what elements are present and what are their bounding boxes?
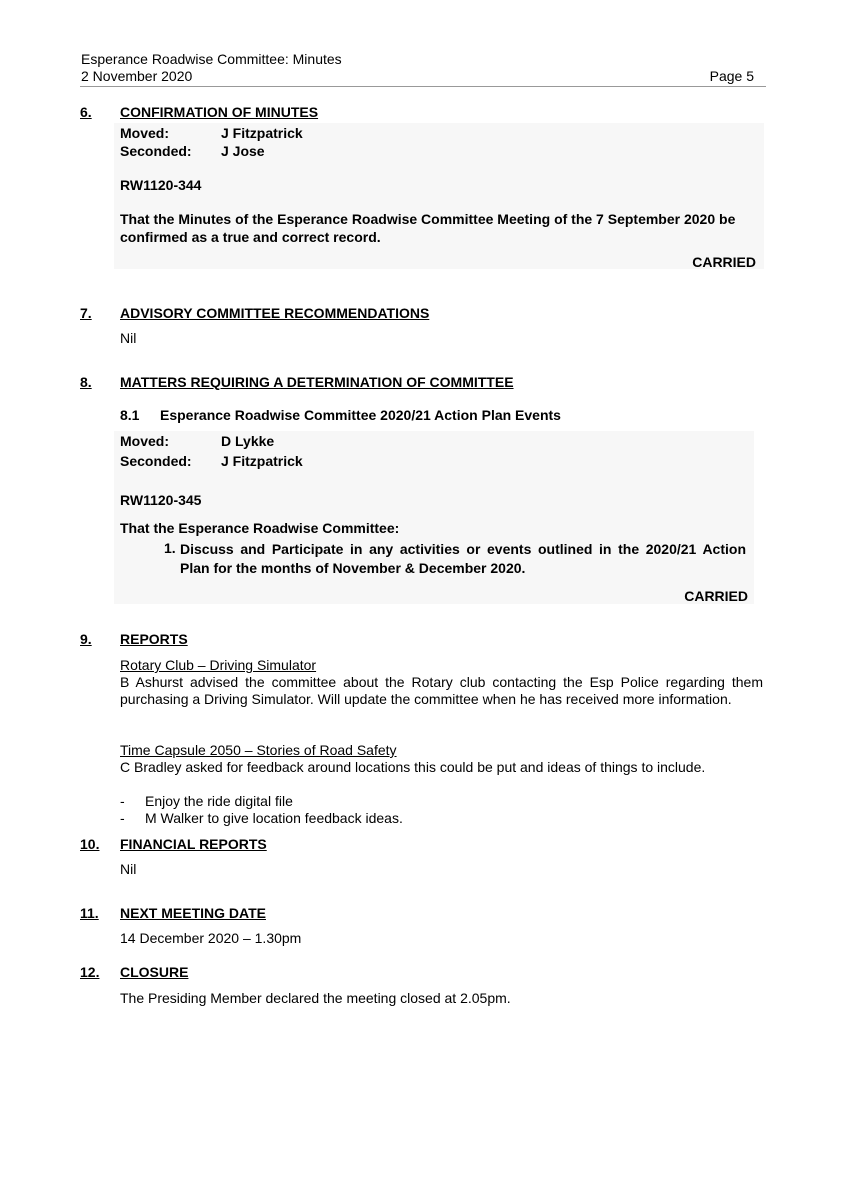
moved-label: Moved: [120,125,169,141]
section-6-resolution-box [114,123,764,269]
section-6-seconded [120,143,265,159]
section-8-point-number: 1. [164,540,176,556]
document-title: Esperance Roadwise Committee: Minutes [81,51,342,67]
section-6-resolution-text: That the Minutes of the Esperance Roadwise Committee Meeting of the 7 September 2020 be confirmed as a true and correct record. [120,211,736,245]
section-8-title: MATTERS REQUIRING A DETERMINATION OF COMMITTEE [120,374,514,390]
section-6-status: CARRIED [692,254,756,270]
section-6-moved [120,125,303,141]
report-1-title: Rotary Club – Driving Simulator [120,657,317,673]
section-8-point-text: Discuss and Participate in any activities or events outlined in the 2020/21 Action Plan for the months of November & December 2020. [180,541,746,576]
list-item-text: Enjoy the ride digital file [145,793,293,809]
list-item [120,793,293,810]
section-8-intro: That the Esperance Roadwise Committee: [120,520,400,536]
seconded-label: Seconded: [120,453,192,469]
section-11-number: 11. [80,905,99,921]
section-10-body: Nil [120,861,137,877]
section-6-reference: RW1120-344 [120,177,202,193]
section-7-number: 7. [80,305,92,321]
section-6-title: CONFIRMATION OF MINUTES [120,104,319,120]
section-6-number: 6. [80,104,92,120]
section-8-resolution-box [114,431,754,604]
section-12-number: 12. [80,964,100,980]
item-8-1-title: Esperance Roadwise Committee 2020/21 Action Plan Events [160,407,561,423]
page-number: Page 5 [709,68,754,84]
section-8-moved [120,433,274,449]
seconded-value: J Jose [221,143,265,159]
section-12-body: The Presiding Member declared the meeting closed at 2.05pm. [120,990,511,1006]
section-11-title: NEXT MEETING DATE [120,905,266,921]
section-9-number: 9. [80,631,92,647]
seconded-label: Seconded: [120,143,192,159]
document-date: 2 November 2020 [81,68,193,84]
bullet-dash: - [120,810,125,826]
moved-value: J Fitzpatrick [221,125,303,141]
item-8-1-number: 8.1 [120,407,140,423]
section-8-number: 8. [80,374,92,390]
report-2-body: C Bradley asked for feedback around locations this could be put and ideas of things to include. [120,759,706,775]
section-9-title: REPORTS [120,631,188,647]
bullet-dash: - [120,793,125,809]
moved-label: Moved: [120,433,169,449]
seconded-value: J Fitzpatrick [221,453,303,469]
section-10-title: FINANCIAL REPORTS [120,836,267,852]
list-item [120,810,403,827]
section-11-body: 14 December 2020 – 1.30pm [120,930,302,946]
section-7-body: Nil [120,330,137,346]
section-8-seconded [120,453,303,469]
section-8-status: CARRIED [684,588,748,604]
section-7-title: ADVISORY COMMITTEE RECOMMENDATIONS [120,305,430,321]
section-10-number: 10. [80,836,100,852]
list-item-text: M Walker to give location feedback ideas. [145,810,403,826]
header-divider [80,86,766,87]
section-8-reference: RW1120-345 [120,492,202,508]
report-2-title: Time Capsule 2050 – Stories of Road Safety [120,742,397,758]
report-1-body: B Ashurst advised the committee about the Rotary club contacting the Esp Police regarding them purchasing a Driving Simulator. Will update the committee when he has received more information. [120,674,763,707]
section-12-title: CLOSURE [120,964,189,980]
moved-value: D Lykke [221,433,275,449]
